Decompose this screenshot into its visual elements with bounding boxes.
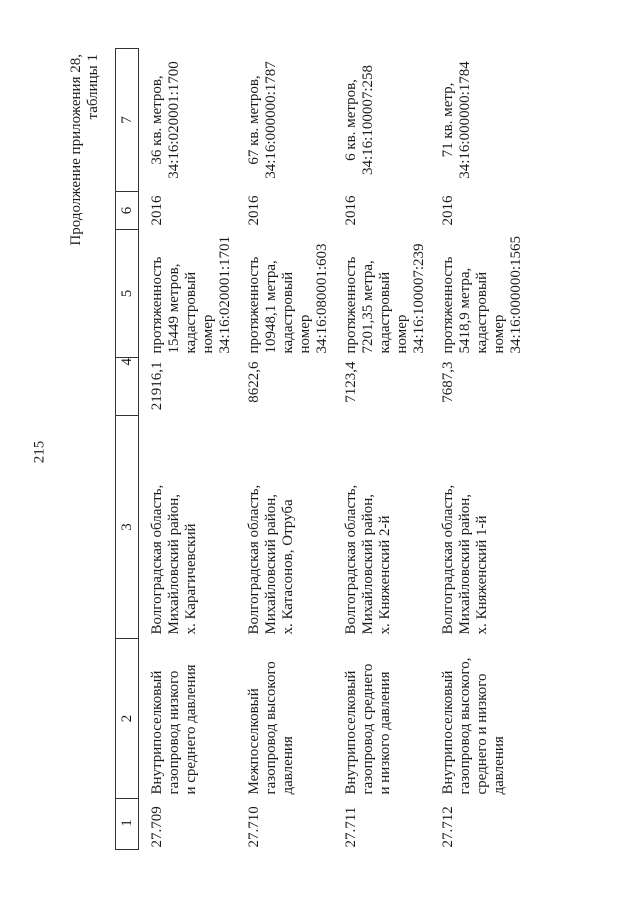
location-line: Михайловский район, (457, 493, 473, 635)
table-row (139, 49, 241, 850)
row-number: 27.712 (440, 806, 456, 848)
description-line: 15449 метров, (166, 263, 182, 354)
object-description (139, 230, 241, 358)
object-description (434, 230, 531, 358)
object-year: 2016 (246, 195, 262, 226)
location-line: х. Катасонов, Отруба (280, 499, 296, 635)
object-name-line: давления (280, 736, 296, 795)
table-header-row (116, 49, 139, 850)
description-line: кадастровый (280, 271, 296, 354)
object-year: 2016 (149, 195, 165, 226)
row-number: 27.709 (149, 806, 165, 848)
description-line: кадастровый (377, 271, 393, 354)
header-col-5: 5 (116, 230, 139, 358)
description-line: протяженность (246, 256, 262, 354)
object-location (337, 416, 434, 639)
object-description (337, 230, 434, 358)
land-line: 34:16:000000:1784 (457, 61, 473, 179)
object-year: 2016 (440, 195, 456, 226)
land-line: 34:16:020001:1700 (166, 61, 182, 179)
header-col-4: 4 (116, 358, 139, 416)
location-line: Волгоградская область, (440, 484, 456, 635)
header-col-2: 2 (116, 639, 139, 799)
continuation-line-1: Продолжение приложения 28, (68, 54, 84, 246)
location-line: Михайловский район, (263, 493, 279, 635)
description-line: протяженность (343, 256, 359, 354)
land-line: 34:16:100007:258 (360, 65, 376, 176)
object-name-line: среднего и низкого (474, 673, 490, 795)
row-number: 27.710 (246, 806, 262, 848)
land-line: 67 кв. метров, (246, 75, 262, 165)
description-line: 5418,9 метра, (457, 267, 473, 354)
object-name-line: и низкого давления (377, 671, 393, 795)
continuation-line-2: таблицы 1 (85, 54, 101, 120)
object-location (139, 416, 241, 639)
location-line: х. Карагичевский (183, 523, 199, 635)
object-location (434, 416, 531, 639)
land-line: 71 кв. метр, (440, 82, 456, 158)
object-name-line: Внутрипоселковый (149, 670, 165, 795)
location-line: Волгоградская область, (246, 484, 262, 635)
description-line: протяженность (440, 256, 456, 354)
object-location (240, 416, 337, 639)
land-line: 36 кв. метров, (149, 75, 165, 165)
property-table (115, 48, 531, 850)
land-line: 34:16:000000:1787 (263, 61, 279, 179)
object-name-line: Межпоселковый (246, 688, 262, 795)
object-value: 7123,4 (343, 361, 359, 403)
header-col-6: 6 (116, 192, 139, 230)
table-row (337, 49, 434, 850)
object-name-line: Внутрипоселковый (343, 670, 359, 795)
object-description (240, 230, 337, 358)
object-value: 21916,1 (149, 361, 165, 411)
object-name-line: газопровод высокого, (457, 657, 473, 795)
land-info (240, 49, 337, 192)
header-col-1: 1 (116, 799, 139, 850)
land-info (434, 49, 531, 192)
location-line: Михайловский район, (166, 493, 182, 635)
description-line: 34:16:020001:1701 (217, 235, 233, 354)
page-number: 215 (31, 440, 48, 464)
land-info (337, 49, 434, 192)
description-line: номер (394, 314, 410, 354)
object-name (337, 639, 434, 799)
header-col-3: 3 (116, 416, 139, 639)
land-line: 6 кв. метров, (343, 79, 359, 161)
location-line: Волгоградская область, (343, 484, 359, 635)
description-line: номер (297, 314, 313, 354)
header-col-7: 7 (116, 49, 139, 192)
description-line: номер (491, 314, 507, 354)
table-row (240, 49, 337, 850)
object-name-line: давления (491, 736, 507, 795)
object-name-line: и среднего давления (183, 664, 199, 795)
continuation-note (68, 54, 102, 246)
object-name (240, 639, 337, 799)
location-line: х. Княженский 1-й (474, 515, 490, 635)
description-line: протяженность (149, 256, 165, 354)
object-name (434, 639, 531, 799)
land-info (139, 49, 241, 192)
row-number: 27.711 (343, 806, 359, 848)
description-line: кадастровый (474, 271, 490, 354)
object-value: 7687,3 (440, 361, 456, 403)
description-line: кадастровый (183, 271, 199, 354)
object-name-line: газопровод низкого (166, 670, 182, 795)
location-line: х. Княженский 2-й (377, 515, 393, 635)
object-name-line: газопровод среднего (360, 663, 376, 795)
description-line: 34:16:080001:603 (314, 243, 330, 354)
object-year: 2016 (343, 195, 359, 226)
location-line: Волгоградская область, (149, 484, 165, 635)
object-name (139, 639, 241, 799)
location-line: Михайловский район, (360, 493, 376, 635)
object-value: 8622,6 (246, 361, 262, 403)
description-line: номер (200, 314, 216, 354)
description-line: 7201,35 метра, (360, 260, 376, 354)
description-line: 34:16:000000:1565 (508, 235, 524, 354)
description-line: 10948,1 метра, (263, 260, 279, 354)
object-name-line: Внутрипоселковый (440, 670, 456, 795)
table-row (434, 49, 531, 850)
object-name-line: газопровод высокого (263, 661, 279, 795)
description-line: 34:16:100007:239 (411, 243, 427, 354)
